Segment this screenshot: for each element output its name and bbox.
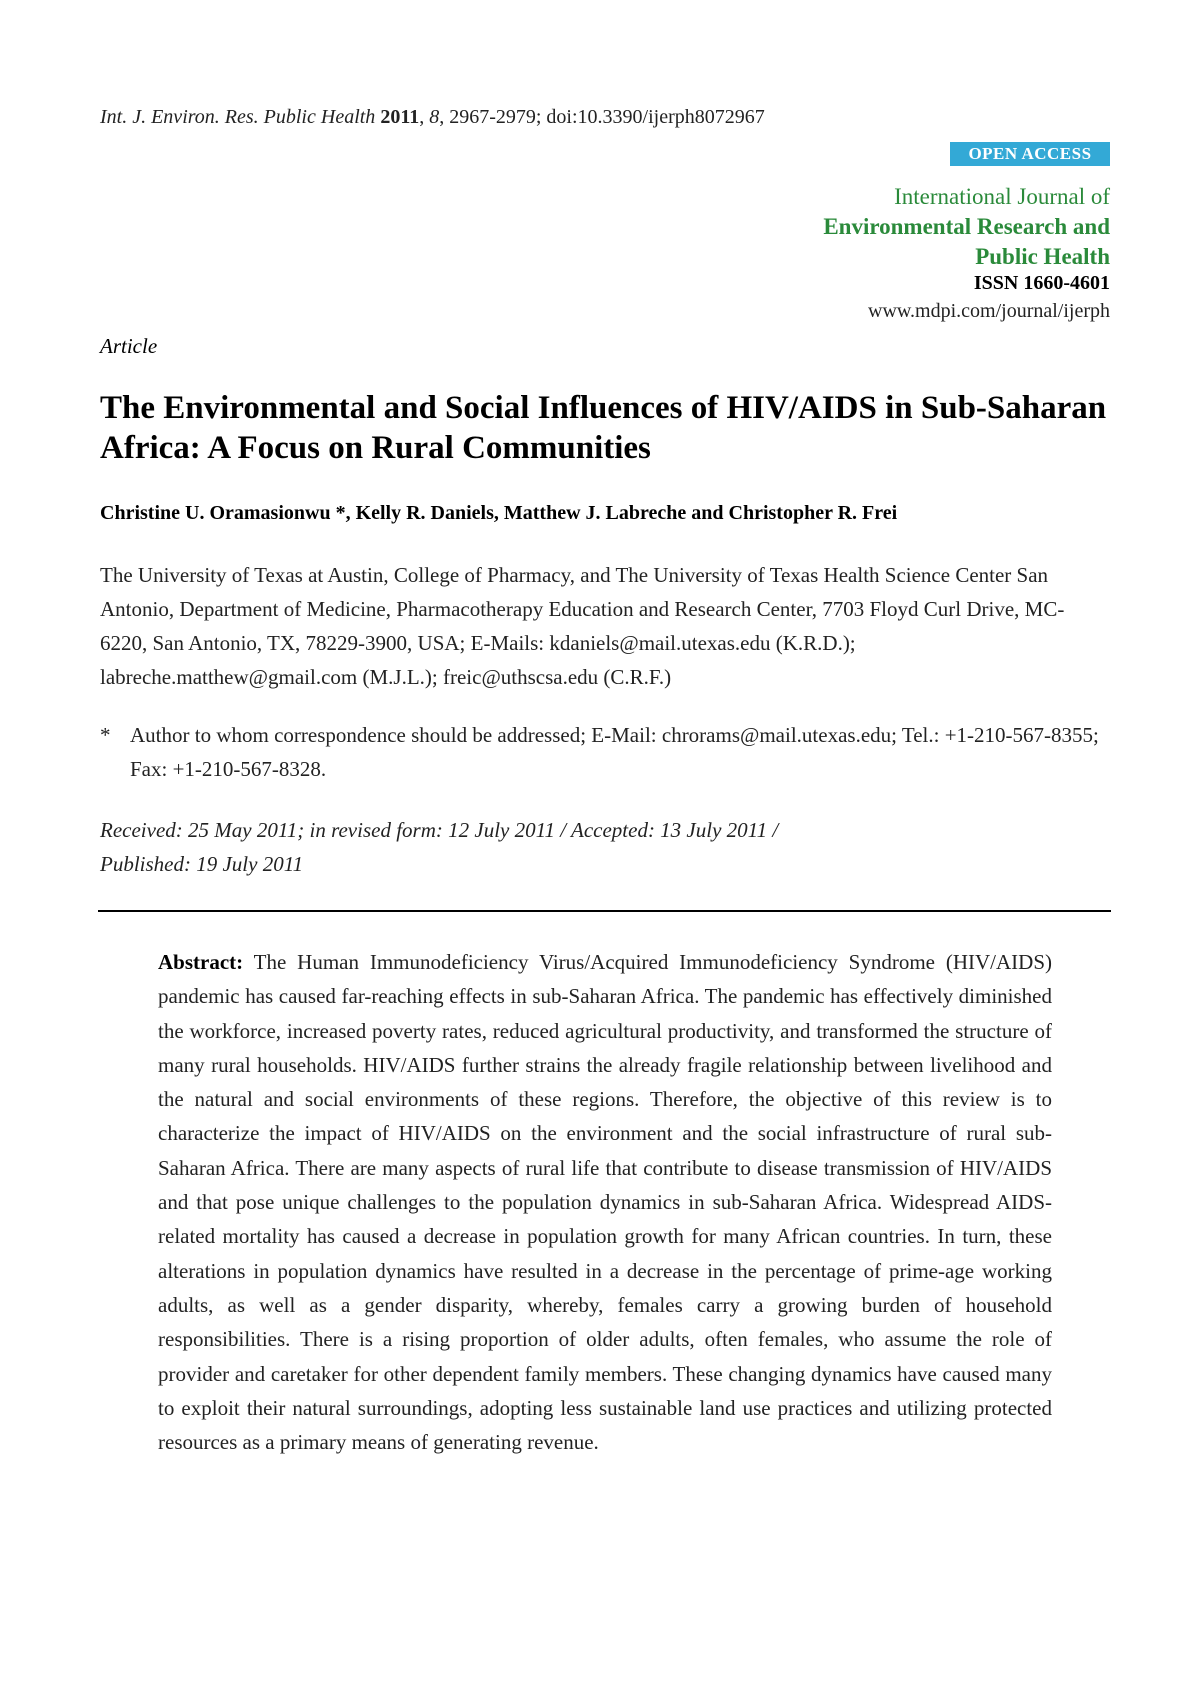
correspondence-marker: * — [100, 723, 111, 747]
journal-abbrev: Int. J. Environ. Res. Public Health — [100, 106, 376, 128]
article-type: Article — [100, 334, 158, 358]
journal-name-line2: Environmental Research and — [823, 214, 1110, 239]
abstract-text: The Human Immunodeficiency Virus/Acquired Immunodeficiency Syndrome (HIV/AIDS) pandemic has caused far-reaching effects in sub-Saharan Africa. The pandemic has effectively diminished the workforce, increased poverty rates, reduced agricultural productivity, and transformed the structure of many rural households. HIV/AIDS further strains the already fragile relationship between livelihood and the natural and social environments of these regions. Therefore, the objective of this review is to characterize the impact of HIV/AIDS on the environment and the social infrastructure of rural sub-Saharan Africa. There are many aspects of rural life that contribute to disease transmission of HIV/AIDS and that pose unique challenges to the population dynamics in sub-Saharan Africa. Widespread AIDS-related mortality has caused a decrease in population growth for many African countries. In turn, these alterations in population dynamics have resulted in a decrease in the percentage of prime-age working adults, as well as a gender disparity, whereby, females carry a growing burden of household responsibilities. There is a rising proportion of older adults, often females, who assume the role of provider and caretaker for other dependent family members. These changing dynamics have caused many to exploit their natural surroundings, adopting less sustainable land use practices and utilizing protected resources as a primary means of generating revenue. — [158, 950, 1053, 1455]
abstract-label: Abstract: — [158, 950, 244, 974]
citation-line: Int. J. Environ. Res. Public Health 2011, 8, 2967-2979; doi:10.3390/ijerph8072967 — [100, 106, 765, 128]
paper-title: The Environmental and Social Influences of HIV/AIDS in Sub-Saharan Africa: A Focus on Rural Communities — [100, 390, 1107, 466]
citation-year: 2011 — [380, 106, 420, 128]
horizontal-rule — [98, 910, 1111, 912]
journal-issn: ISSN 1660-4601 — [973, 272, 1110, 294]
correspondence-text: Author to whom correspondence should be addressed; E-Mail: chrorams@mail.utexas.edu; Tel.: +1-210-567-8355; Fax: +1-210-567-8328. — [130, 723, 1099, 781]
open-access-badge: OPEN ACCESS — [950, 142, 1110, 166]
citation-volume: 8 — [429, 106, 440, 128]
journal-name-line3: Public Health — [975, 244, 1110, 269]
affiliation: The University of Texas at Austin, College of Pharmacy, and The University of Texas Health Science Center San Antonio, Department of Medicine, Pharmacotherapy Education and Research Center, 7703 Floyd Curl Drive, MC-6220, San Antonio, TX, 78229-3900, USA; E-Mails: kdaniels@mail.utexas.edu (K.R.D.); labreche.matthew@gmail.com (M.J.L.); freic@uthscsa.edu (C.R.F.) — [100, 563, 1065, 689]
correspondence-note — [100, 718, 1110, 786]
journal-name — [823, 182, 1110, 272]
dates-line-1: Received: 25 May 2011; in revised form: 12 July 2011 / Accepted: 13 July 2011 / — [100, 818, 779, 842]
journal-url[interactable]: www.mdpi.com/journal/ijerph — [868, 300, 1110, 322]
abstract — [158, 945, 1052, 1459]
journal-name-line1: International Journal of — [894, 184, 1110, 209]
publication-dates — [100, 813, 1110, 881]
citation-pages-doi: , 2967-2979; doi:10.3390/ijerph8072967 — [439, 106, 765, 128]
author-list: Christine U. Oramasionwu *, Kelly R. Daniels, Matthew J. Labreche and Christopher R. Frei — [100, 502, 898, 524]
dates-line-2: Published: 19 July 2011 — [100, 852, 304, 876]
